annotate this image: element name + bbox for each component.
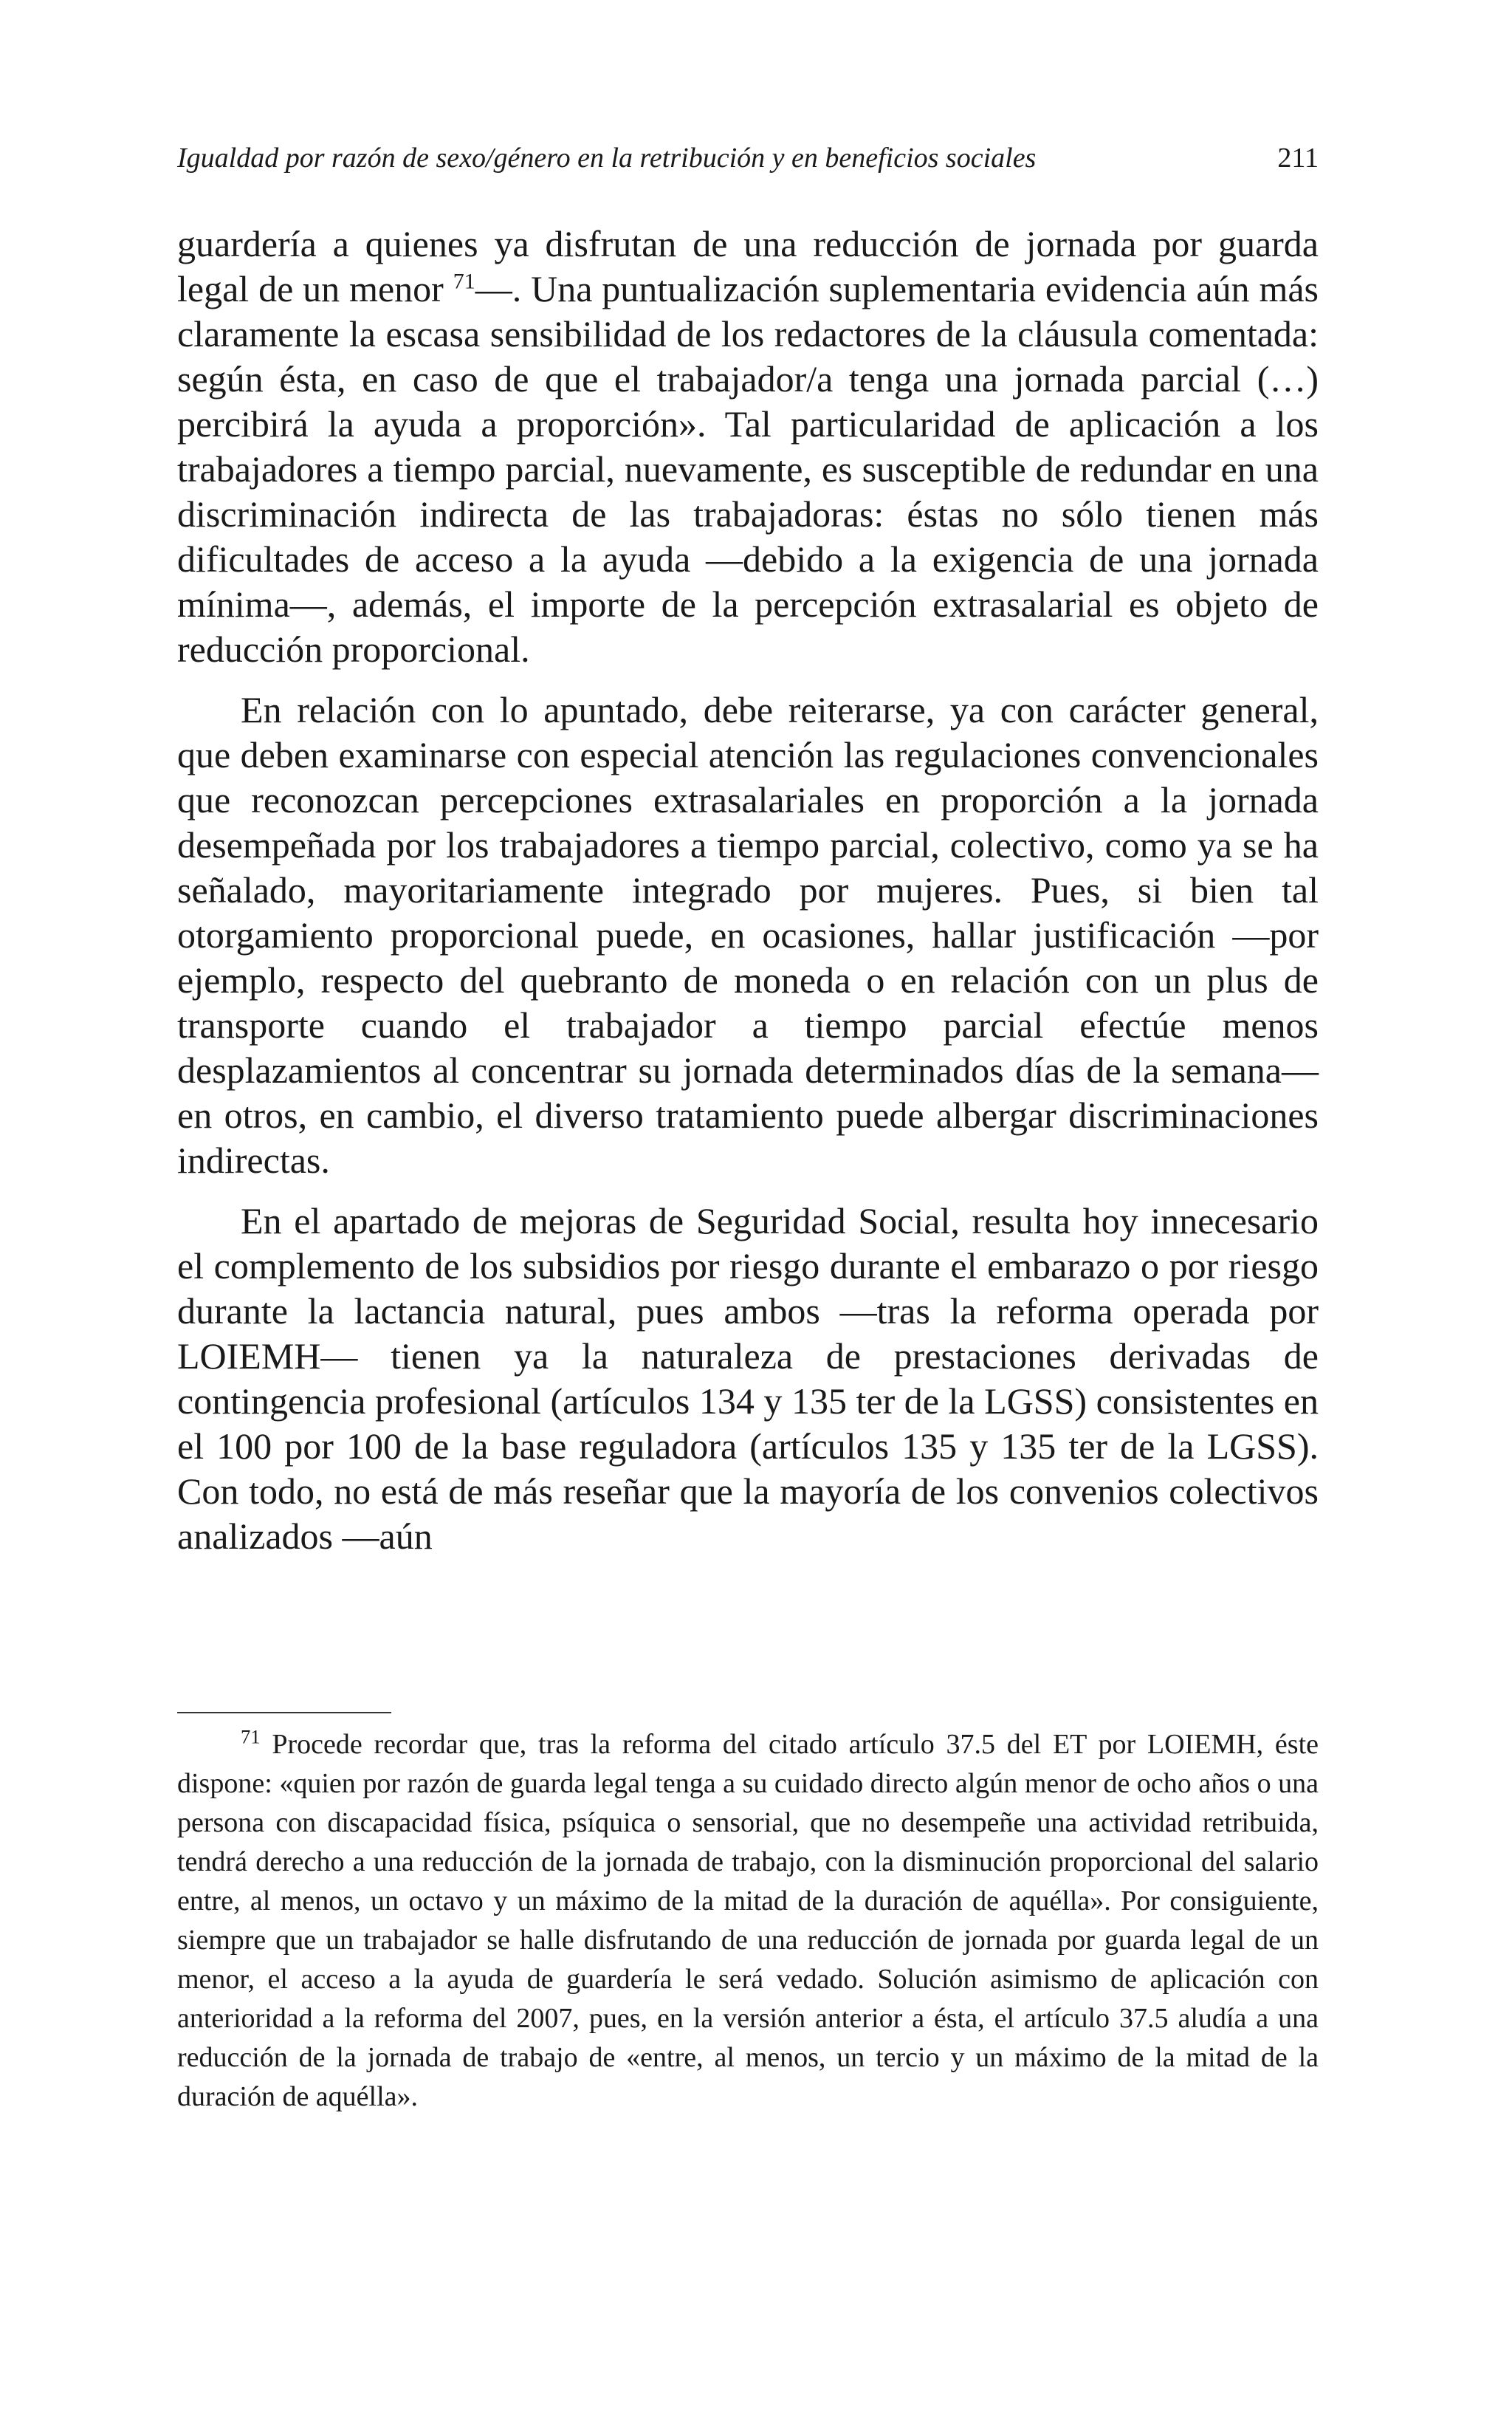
page-number: 211 bbox=[1277, 143, 1319, 174]
footnote-reference: 71 bbox=[453, 269, 475, 294]
footnote-71 bbox=[177, 1725, 1319, 2117]
paragraph-3: En el apartado de mejoras de Seguridad Social, resulta hoy innecesario el complemento de los subsidios por riesgo durante el embarazo o por riesgo durante la lactancia natural, pues ambos —tras la reforma operada por LOIEMH— tienen ya la naturaleza de prestaciones derivadas de contingencia profesional (artículos 134 y 135 ter de la LGSS) consistentes en el 100 por 100 de la base reguladora (artículos 135 y 135 ter de la LGSS). Con todo, no está de más reseñar que la mayoría de los convenios colectivos analizados —aún bbox=[177, 1200, 1319, 1557]
paragraph-1-text-a: guardería a quienes ya disfrutan de una reducción de jornada por guarda legal de un menor bbox=[177, 223, 1319, 309]
paragraph-1 bbox=[177, 222, 1319, 672]
footnote-number: 71 bbox=[241, 1725, 261, 1748]
book-page bbox=[177, 0, 1319, 2412]
page-header bbox=[177, 137, 1319, 179]
paragraph-1-text-b: —. Una puntualización suplementaria evidencia aún más claramente la escasa sensibilidad de los redactores de la cláusula comentada: según ésta, en caso de que el trabajador/a tenga una jornada parcial (…) percibirá la ayuda a proporción». Tal particularidad de aplicación a los trabajadores a tiempo parcial, nuevamente, es susceptible de redundar en una discriminación indirecta de las trabajadoras: éstas no sólo tienen más dificultades de acceso a la ayuda —debido a la exigencia de una jornada mínima—, además, el importe de la percepción extrasalarial es objeto de reducción proporcional. bbox=[177, 268, 1319, 670]
paragraph-2: En relación con lo apuntado, debe reiterarse, ya con carácter general, que deben examinarse con especial atención las regulaciones convencionales que reconozcan percepciones extrasalariales en proporción a la jornada desempeñada por los trabajadores a tiempo parcial, colectivo, como ya se ha señalado, mayoritariamente integrado por mujeres. Pues, si bien tal otorgamiento proporcional puede, en ocasiones, hallar justificación —por ejemplo, respecto del quebranto de moneda o en relación con un plus de transporte cuando el trabajador a tiempo parcial efectúe menos desplazamientos al concentrar su jornada determinados días de la semana— en otros, en cambio, el diverso tratamiento puede albergar discriminaciones indirectas. bbox=[177, 689, 1319, 1181]
footnote-separator bbox=[177, 1712, 391, 1713]
main-text bbox=[177, 222, 1319, 1575]
running-title: Igualdad por razón de sexo/género en la retribución y en beneficios sociales bbox=[177, 143, 1037, 174]
footnotes bbox=[177, 1725, 1319, 2117]
footnote-text: Procede recordar que, tras la reforma del citado artículo 37.5 del ET por LOIEMH, éste dispone: «quien por razón de guarda legal tenga a su cuidado directo algún menor de ocho años o una persona con discapacidad física, psíquica o sensorial, que no desempeñe una actividad retribuida, tendrá derecho a una reducción de la jornada de trabajo, con la disminución proporcional del salario entre, al menos, un octavo y un máximo de la mitad de la duración de aquélla». Por consiguiente, siempre que un trabajador se halle disfrutando de una reducción de jornada por guarda legal de un menor, el acceso a la ayuda de guardería le será vedado. Solución asimismo de aplicación con anterioridad a la reforma del 2007, pues, en la versión anterior a ésta, el artículo 37.5 aludía a una reducción de la jornada de trabajo de «entre, al menos, un tercio y un máximo de la mitad de la duración de aquélla». bbox=[177, 1729, 1319, 2112]
